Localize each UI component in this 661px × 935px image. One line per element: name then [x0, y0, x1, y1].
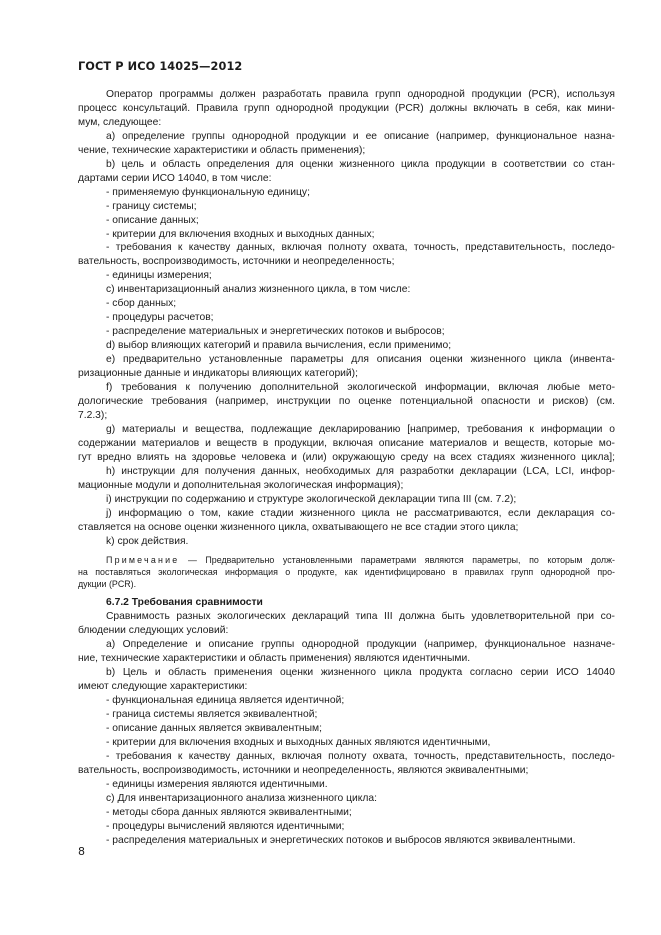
- text-line: - процедуры расчетов;: [106, 312, 214, 324]
- comparability-requirements-text: [78, 610, 615, 847]
- text-line: - требования к качеству данных, включая полноту охвата, точность, представительность, последо-: [106, 750, 615, 762]
- text-line: f) требования к получению дополнительной экологической информации, включая любые мето-: [106, 382, 615, 394]
- text-line: b) Цель и область применения оценки жизненного цикла продукта согласно серии ИСО 14040: [106, 667, 615, 679]
- text-line: - распределения материальных и энергетических потоков и выбросов являются эквивалентными.: [106, 834, 576, 846]
- document-header: ГОСТ Р ИСО 14025—2012: [78, 60, 243, 73]
- note-label: Примечание: [106, 555, 180, 566]
- pcr-requirements-text: [78, 88, 615, 548]
- text-line: - критерии для включения входных и выходных данных;: [106, 228, 375, 240]
- text-line: 7.2.3);: [78, 409, 108, 421]
- note-text: [78, 554, 615, 590]
- note-line: [78, 554, 615, 566]
- text-line: b) цель и область определения для оценки жизненного цикла продукции в соответствии со стан-: [106, 158, 615, 170]
- text-line: Оператор программы должен разработать правила групп однородной продукции (PCR), используя: [106, 89, 615, 100]
- text-line: а) определение группы однородной продукции и ее описание (например, функциональное назна-: [106, 130, 615, 142]
- text-line: гут вредно влиять на здоровье человека и (или) окружающую среду на всех стадиях жизненного цикла];: [78, 451, 615, 463]
- note: [78, 554, 615, 590]
- text-line: дартами серии ИСО 14040, в том числе:: [78, 172, 272, 184]
- text-line: i) инструкции по содержанию и структуре экологической декларации типа III (см. 7.2);: [106, 493, 517, 505]
- text-line: - единицы измерения являются идентичными.: [106, 778, 328, 790]
- text-line: - границу системы;: [106, 200, 197, 212]
- text-line: - процедуры вычислений являются идентичными;: [106, 820, 345, 832]
- section-heading: 6.7.2 Требования сравнимости: [106, 597, 263, 609]
- text-line: блюдении следующих условий:: [78, 625, 229, 637]
- text-line: ние, технические характеристики и область применения) являются идентичными.: [78, 653, 471, 665]
- text-line: а) Определение и описание группы однородной продукции (например, функциональное назначе-: [106, 639, 615, 651]
- text-line: k) срок действия.: [106, 535, 189, 547]
- text-line: - описание данных;: [106, 214, 199, 226]
- text-line: - критерии для включения входных и выходных данных являются идентичными,: [106, 736, 491, 748]
- text-line: чение, технические характеристики и область применения);: [78, 144, 366, 156]
- text-line: d) выбор влияющих категорий и правила вычисления, если применимо;: [106, 340, 452, 352]
- text-line: с) Для инвентаризационного анализа жизненного цикла:: [106, 792, 377, 804]
- text-line: - применяемую функциональную единицу;: [106, 186, 310, 198]
- text-line: с) инвентаризационный анализ жизненного цикла, в том числе:: [106, 284, 411, 296]
- text-line: - сбор данных;: [106, 298, 177, 310]
- text-line: g) материалы и вещества, подлежащие декларированию [например, требования к информации о: [106, 423, 615, 435]
- text-line: - функциональная единица является идентичной;: [106, 695, 345, 707]
- text-line: - распределение материальных и энергетических потоков и выбросов;: [106, 326, 445, 338]
- text-line: - требования к качеству данных, включая полноту охвата, точность, представительность, последо-: [106, 242, 615, 254]
- text-line: е) предварительно установленные параметры для описания оценки жизненного цикла (инвента-: [106, 354, 615, 366]
- text-line: имеют следующие характеристики:: [78, 681, 248, 693]
- text-line: - граница системы является эквивалентной;: [106, 709, 318, 721]
- text-line: вательность, воспроизводимость, источники и неопределенность;: [78, 256, 395, 268]
- text-line: - единицы измерения;: [106, 270, 212, 282]
- text-line: вательность, воспроизводимость, источники и неопределенность, являются эквивалентными;: [78, 764, 529, 776]
- text-line: - методы сбора данных являются эквивалентными;: [106, 806, 352, 818]
- text-line: ризационные данные и индикаторы влияющих категорий);: [78, 368, 358, 380]
- text-line: мационные модули и дополнительная экологическая информация);: [78, 479, 404, 491]
- document-body: [78, 88, 615, 848]
- text-line: ставляется на основе оценки жизненного цикла, охватывающего не все стадии этого цикла;: [78, 521, 519, 533]
- text-line: j) информацию о том, какие стадии жизненного цикла не рассматриваются, если декларация со-: [106, 507, 615, 519]
- text-line: процесс консультаций. Правила групп однородной продукции (PCR) должны включать в себя, как мини-: [78, 102, 615, 114]
- text-line: содержании материалов и веществ в продукции, включая описание материалов и веществ, которые мо-: [78, 437, 615, 449]
- note-line: дукции (PCR).: [78, 579, 137, 590]
- text-line: Сравнимость разных экологических деклараций типа III должна быть удовлетворительной при со-: [106, 611, 615, 623]
- text-line: мум, следующее:: [78, 116, 162, 128]
- note-line: на поставляться экологическая информация о продукте, как идентифицировано в правилах групп однородной про-: [78, 567, 615, 578]
- text-line: дологические требования (например, инструкции по оценке потенциальной опасности и рисков) (см.: [78, 395, 615, 407]
- text-line: h) инструкции для получения данных, необходимых для разработки декларации (LCA, LCI, инфор-: [106, 465, 615, 477]
- text-line: - описание данных является эквивалентным;: [106, 723, 322, 735]
- page-number: 8: [78, 845, 85, 858]
- note-line-text: — Предварительно установленными параметрами являются параметры, по которым долж-: [187, 555, 615, 566]
